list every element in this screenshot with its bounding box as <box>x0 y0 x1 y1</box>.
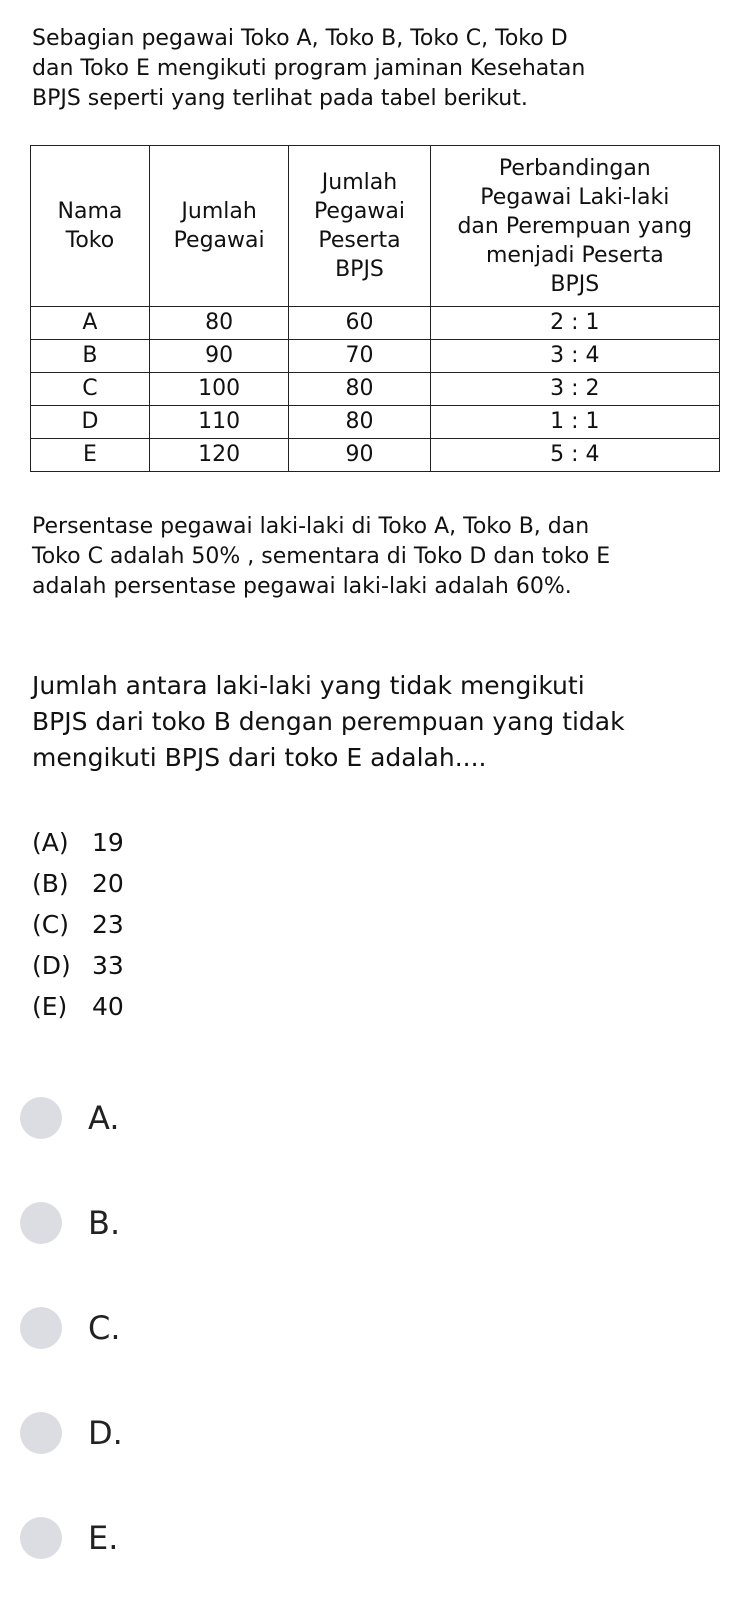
header-perbandingan: Perbandingan Pegawai Laki-laki dan Perempuan yang menjadi Peserta BPJS <box>430 146 719 307</box>
cell-pegawai: 90 <box>149 340 288 373</box>
table-row <box>31 439 720 472</box>
cell-rasio: 1 : 1 <box>430 406 719 439</box>
cell-rasio: 3 : 4 <box>430 340 719 373</box>
answer-option-e[interactable] <box>20 1508 720 1568</box>
choice-value: 33 <box>92 951 124 980</box>
cell-toko: D <box>31 406 150 439</box>
info-text <box>32 512 712 602</box>
list-item <box>32 904 124 945</box>
radio-button-icon[interactable] <box>20 1307 62 1349</box>
choice-list <box>32 822 124 1027</box>
radio-button-icon[interactable] <box>20 1202 62 1244</box>
list-item <box>32 986 124 1027</box>
cell-peserta: 70 <box>289 340 430 373</box>
answer-option-a[interactable] <box>20 1088 720 1148</box>
intro-line: Sebagian pegawai Toko A, Toko B, Toko C, Toko D <box>32 26 568 51</box>
choice-label: (C) <box>32 910 69 939</box>
answer-label: A. <box>88 1099 120 1137</box>
cell-peserta: 80 <box>289 373 430 406</box>
answer-label: D. <box>88 1414 123 1452</box>
choice-label: (E) <box>32 992 68 1021</box>
choice-label: (B) <box>32 869 69 898</box>
info-line: Persentase pegawai laki-laki di Toko A, Toko B, dan <box>32 514 590 539</box>
choice-value: 40 <box>92 992 124 1021</box>
answer-option-b[interactable] <box>20 1193 720 1253</box>
radio-button-icon[interactable] <box>20 1412 62 1454</box>
cell-pegawai: 100 <box>149 373 288 406</box>
header-jumlah-pegawai: Jumlah Pegawai <box>149 146 288 307</box>
answer-options <box>20 1088 720 1613</box>
answer-label: B. <box>88 1204 121 1242</box>
cell-peserta: 90 <box>289 439 430 472</box>
header-jumlah-peserta: Jumlah Pegawai Peserta BPJS <box>289 146 430 307</box>
choice-label: (A) <box>32 828 69 857</box>
cell-toko: A <box>31 307 150 340</box>
header-nama-toko: Nama Toko <box>31 146 150 307</box>
list-item <box>32 945 124 986</box>
radio-button-icon[interactable] <box>20 1097 62 1139</box>
answer-label: E. <box>88 1519 119 1557</box>
table-row <box>31 340 720 373</box>
list-item <box>32 863 124 904</box>
bpjs-table <box>30 145 720 472</box>
cell-pegawai: 110 <box>149 406 288 439</box>
cell-peserta: 60 <box>289 307 430 340</box>
choice-value: 23 <box>92 910 124 939</box>
answer-option-c[interactable] <box>20 1298 720 1358</box>
table-row <box>31 307 720 340</box>
table-row <box>31 373 720 406</box>
cell-rasio: 3 : 2 <box>430 373 719 406</box>
cell-peserta: 80 <box>289 406 430 439</box>
answer-label: C. <box>88 1309 121 1347</box>
question-text <box>32 668 714 776</box>
choice-value: 19 <box>92 828 124 857</box>
table-header-row <box>31 146 720 307</box>
info-line: adalah persentase pegawai laki-laki adalah 60%. <box>32 574 572 599</box>
intro-line: BPJS seperti yang terlihat pada tabel berikut. <box>32 86 528 111</box>
intro-line: dan Toko E mengikuti program jaminan Kesehatan <box>32 56 586 81</box>
choice-value: 20 <box>92 869 124 898</box>
cell-pegawai: 80 <box>149 307 288 340</box>
info-line: Toko C adalah 50% , sementara di Toko D dan toko E <box>32 544 611 569</box>
choice-label: (D) <box>32 951 71 980</box>
table-row <box>31 406 720 439</box>
cell-toko: C <box>31 373 150 406</box>
cell-toko: E <box>31 439 150 472</box>
question-line: mengikuti BPJS dari toko E adalah.... <box>32 743 487 772</box>
intro-text <box>32 24 712 114</box>
cell-pegawai: 120 <box>149 439 288 472</box>
cell-rasio: 5 : 4 <box>430 439 719 472</box>
cell-toko: B <box>31 340 150 373</box>
list-item <box>32 822 124 863</box>
cell-rasio: 2 : 1 <box>430 307 719 340</box>
radio-button-icon[interactable] <box>20 1517 62 1559</box>
question-line: Jumlah antara laki-laki yang tidak mengikuti <box>32 671 585 700</box>
question-line: BPJS dari toko B dengan perempuan yang tidak <box>32 707 625 736</box>
answer-option-d[interactable] <box>20 1403 720 1463</box>
